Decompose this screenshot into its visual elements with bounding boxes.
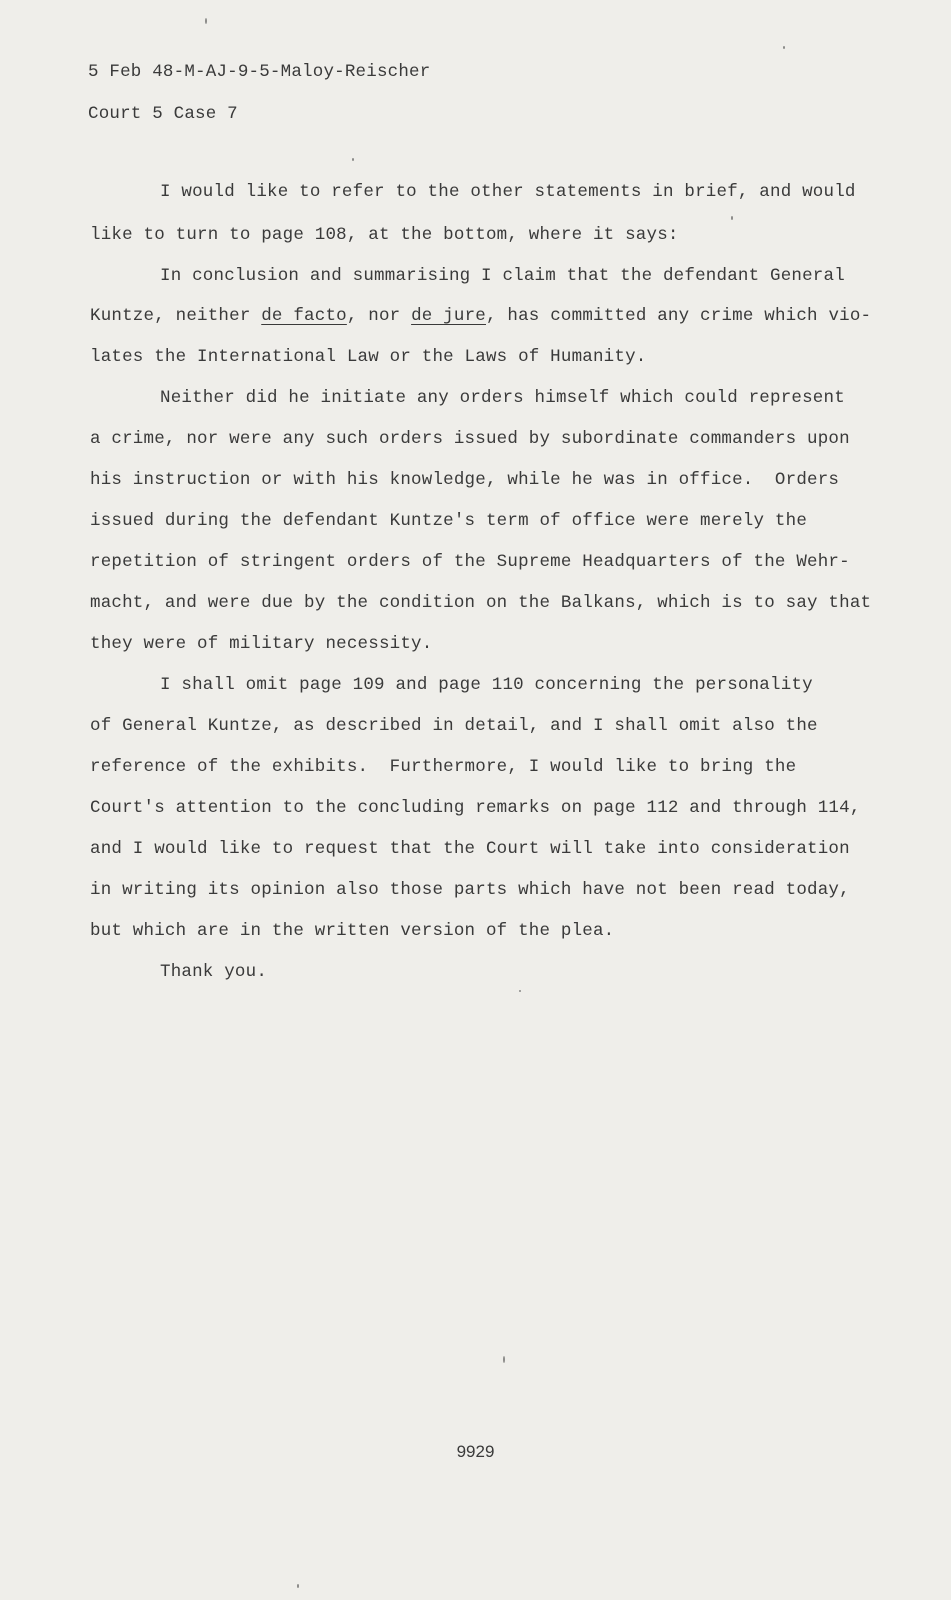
- text-line: [90, 306, 871, 326]
- text-line: like to turn to page 108, at the bottom, where it says:: [90, 225, 679, 245]
- text-line: lates the International Law or the Laws of Humanity.: [90, 347, 647, 367]
- text-line: I shall omit page 109 and page 110 concerning the personality: [160, 675, 813, 695]
- text-line: they were of military necessity.: [90, 634, 433, 654]
- text-line: In conclusion and summarising I claim that the defendant General: [160, 266, 845, 286]
- text-line: repetition of stringent orders of the Supreme Headquarters of the Wehr-: [90, 552, 850, 572]
- text-fragment: , nor: [346, 306, 412, 326]
- underlined-term: de facto: [261, 306, 347, 326]
- text-line: but which are in the written version of the plea.: [90, 921, 615, 941]
- text-line: Court's attention to the concluding remarks on page 112 and through 114,: [90, 798, 861, 818]
- paper-speck: [352, 158, 354, 161]
- paper-speck: [519, 990, 521, 992]
- header-reference: 5 Feb 48-M-AJ-9-5-Maloy-Reischer: [88, 62, 431, 82]
- text-line: reference of the exhibits. Furthermore, I would like to bring the: [90, 757, 797, 777]
- text-line: issued during the defendant Kuntze's term of office were merely the: [90, 511, 808, 531]
- text-line: in writing its opinion also those parts which have not been read today,: [90, 880, 850, 900]
- text-line: macht, and were due by the condition on the Balkans, which is to say that: [90, 593, 872, 613]
- paper-speck: [297, 1584, 299, 1588]
- text-fragment: Kuntze, neither: [90, 306, 262, 326]
- paper-speck: [205, 18, 207, 24]
- text-line: I would like to refer to the other statements in brief, and would: [160, 182, 856, 202]
- text-fragment: , has committed any crime which vio-: [486, 306, 872, 326]
- text-line: and I would like to request that the Court will take into consideration: [90, 839, 850, 859]
- text-line: of General Kuntze, as described in detail, and I shall omit also the: [90, 716, 818, 736]
- text-line: his instruction or with his knowledge, while he was in office. Orders: [90, 470, 840, 490]
- header-court-case: Court 5 Case 7: [88, 104, 238, 124]
- text-line: Neither did he initiate any orders himself which could represent: [160, 388, 845, 408]
- page-number: 9929: [456, 1442, 495, 1461]
- paper-speck: [783, 46, 785, 49]
- closing-line: Thank you.: [160, 962, 268, 982]
- underlined-term: de jure: [411, 306, 486, 326]
- paper-speck: [731, 216, 733, 220]
- paper-speck: [503, 1356, 505, 1363]
- text-line: a crime, nor were any such orders issued by subordinate commanders upon: [90, 429, 850, 449]
